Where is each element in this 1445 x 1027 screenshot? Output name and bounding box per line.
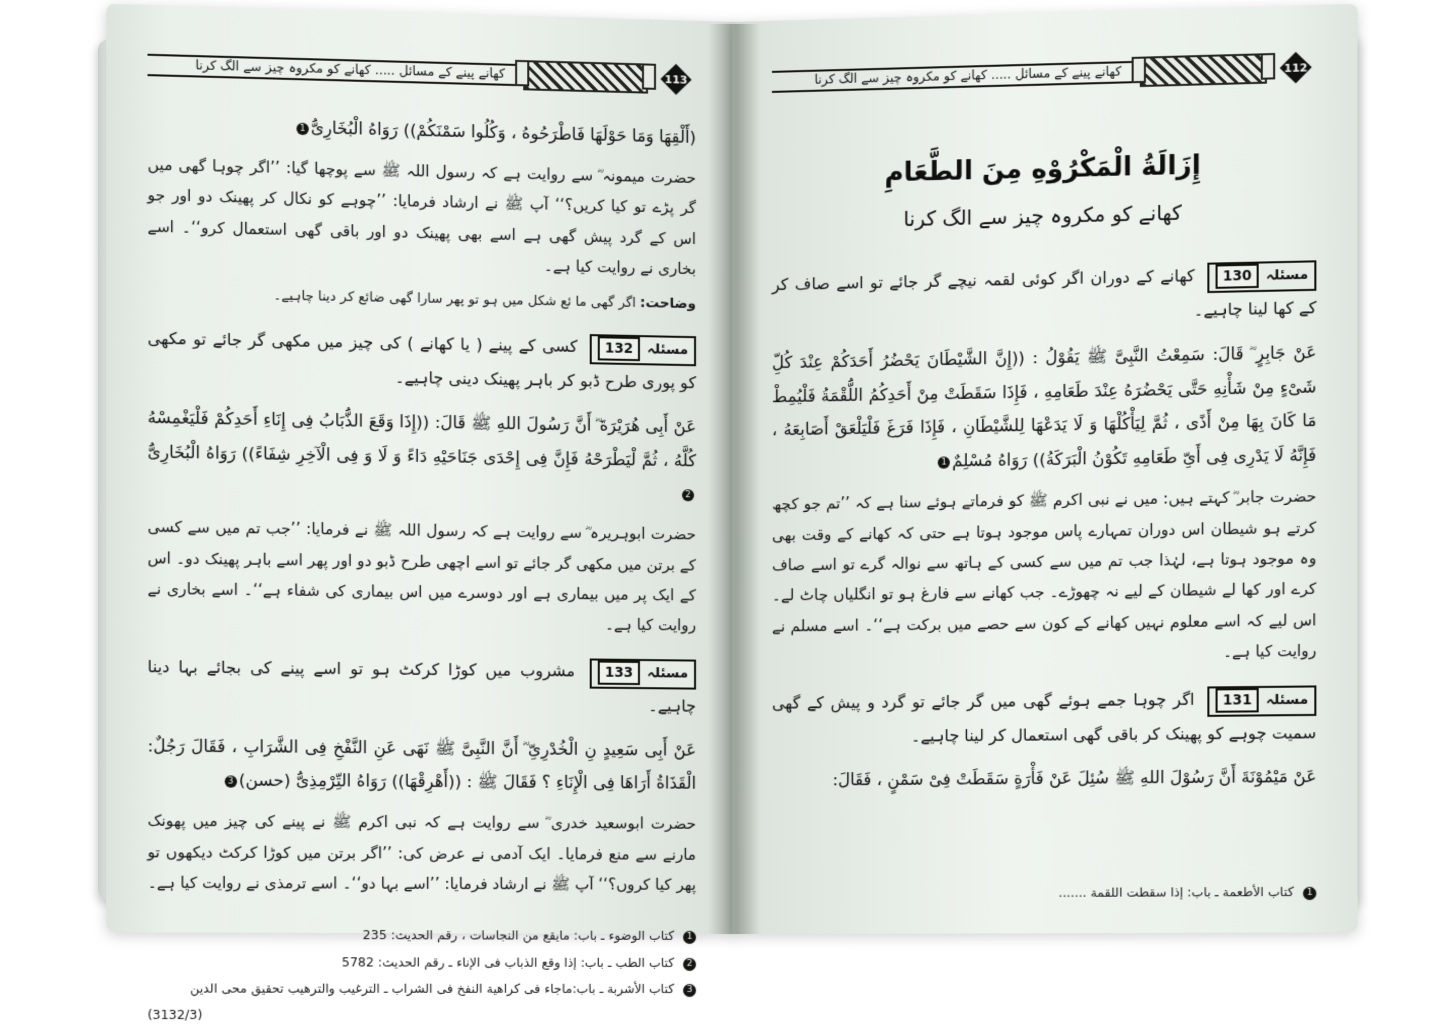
left-tashreeh-block <box>147 281 696 318</box>
masla-130-block <box>772 256 1316 336</box>
hadith-133-grade: (حسن) <box>238 770 291 791</box>
hadith-132-text: عَنْ أَبِى هُرَيْرَةَ ؓ أَنَّ رَسُولَ اللهِ ﷺ قَالَ: ((إِذَا وَقَعَ الذُّبَابُ فِى إِنَاءِ أَحَدِكُمْ فَلْيَغْمِسْهُ كُلَّهُ ، ثُمَّ لْيَطْرَحْهُ فَإِنَّ فِى إِحْدَى جَنَاحَيْهِ دَاءً وَ لَا وَ فِى الْآخِرِ شِفَاءً)) رَوَاهُ الْبُخَارِىُّ <box>147 407 697 470</box>
left-page-folio-number: 113 <box>664 72 688 87</box>
masla-133-label: مسئلہ <box>646 664 689 682</box>
footnote-row <box>772 879 1316 905</box>
masla-131-text: اگر چوہا جمے ہوئے گھی میں گر جائے تو گرد و پیش کے گھی سمیت چوہے کو پھینک کر باقی گھی استعمال کر لینا چاہیے۔ <box>771 689 1317 746</box>
masla-131-block <box>772 681 1316 754</box>
left-paragraph-2: حضرت ابوہریرہ ؓ سے روایت ہے کہ رسول اللہ ﷺ نے فرمایا: ’’جب تم میں سے کسی کے برتن میں مکھی گر جائے تو اسے اچھی طرح ڈبو دو اور پھر اسے باہر پھینک دو۔ اس کے ایک پر میں بیماری ہے اور دوسرے میں اس بیماری کی شفاء ہے‘‘۔ اسے بخاری نے روایت کیا ہے۔ <box>147 517 697 635</box>
masla-133-number: 133 <box>598 660 640 685</box>
footnote-text: کتاب الأشربة ـ باب:ماجاء فى كراهية النفخ فى الشراب ـ الترغیب والترهیب تحقیق محی الدین <box>189 980 675 996</box>
header-rule <box>772 61 1132 93</box>
footnote-mark-icon: 1 <box>1303 887 1316 900</box>
left-page-footnotes <box>147 921 696 1027</box>
masla-132-tag <box>590 334 696 366</box>
footnote-mark-icon: 1 <box>683 931 696 944</box>
footnote-mark-icon: 2 <box>683 958 696 971</box>
left-page-folio <box>656 64 696 95</box>
right-page-running-header <box>772 50 1316 99</box>
left-paragraph-1: حضرت میمونہ ؓ سے روایت ہے کہ رسول اللہ ﷺ سے پوچھا گیا: ’’اگر چوہا گھی میں گر پڑے تو کیا کریں؟‘‘ آپ ﷺ نے ارشاد فرمایا: ’’چوہے کو نکال کر پھینک دو اور جو اس کے گرد پیش گھی ہے اسے بھی پھینک دو اور باقی گھی استعمال کرو‘‘۔ اسے بخاری نے روایت کیا ہے۔ <box>147 155 697 279</box>
masla-133-tag <box>590 658 696 689</box>
masla-130-label: مسئلہ <box>1265 266 1309 284</box>
chapter-title-urdu: کھانے کو مکروہ چیز سے الگ کرنا <box>903 200 1182 232</box>
masla-130-number: 130 <box>1216 264 1259 290</box>
left-page-running-header <box>147 50 696 95</box>
masla-132-block <box>147 321 696 400</box>
left-top-arabic-text: (أَلْقِهَا وَمَا حَوْلَهَا فَاطْرَحُوهُ ، وَكُلُوا سَمْنَكُمْ)) رَوَاهُ الْبُخَارِىُّ <box>310 117 697 147</box>
masla-133-block <box>147 650 696 724</box>
masla-131-number: 131 <box>1216 688 1259 713</box>
masla-132-number: 132 <box>598 336 640 361</box>
footnote-mark-icon: 3 <box>683 984 696 997</box>
masla-130-text: کھانے کے دوران اگر کوئی لقمہ نیچے گر جائے تو اسے صاف کر کے کھا لینا چاہیے۔ <box>771 265 1317 320</box>
left-page-content <box>147 98 696 908</box>
footnote-text: کتاب الأطعمة ـ باب: إذا سقطت اللقمة ....... <box>1058 883 1294 900</box>
hadith-132-arabic <box>147 400 696 511</box>
masla-131-label: مسئلہ <box>1265 691 1309 708</box>
chapter-title-arabic: إِزَالَةُ الْمَكْرُوْهِ مِنَ الطَّعَامِ <box>884 150 1201 189</box>
left-page-header-title: کھانے پینے کے مسائل ..... کھانے کو مکروہ چیز سے الگ کرنا <box>195 57 506 81</box>
right-page-folio <box>1275 52 1316 84</box>
footnote-text: کتاب الوضوء ـ باب: مایقع من النجاسات ، رقم الحدیث: 235 <box>362 927 675 944</box>
footnote-marker-3: 3 <box>225 776 237 788</box>
masla-131-tag <box>1207 685 1316 717</box>
hadith-133-text: عَنْ أَبِى سَعِيدٍ نِ الْخُدْرِىِّ ؓ أَنَّ النَّبِىَّ ﷺ نَهَى عَنِ النَّفْخِ فِى الشَّرَابِ ، فَقَالَ رَجُلٌ: الْقَذَاةُ أَرَاهَا فِى الْإِنَاءِ ؟ فَقَالَ ﷺ : ((أَهْرِقْهَا)) رَوَاهُ التِّرْمِذِىُّ <box>147 735 697 794</box>
right-paragraph-1: حضرت جابر ؓ کہتے ہیں: میں نے نبی اکرم ﷺ کو فرماتے ہوئے سنا ہے کہ ’’تم جو کچھ کرتے ہو شیطان اس دوران تمہارے پاس موجود ہوتا ہے حتی کہ کھانے کے وقت بھی وہ موجود ہوتا ہے، لہٰذا جب تم میں سے کسی کے ہاتھ سے نوالہ گرے تو اسے صاف کرے اور کھا لے شیطان کے لیے نہ چھوڑے۔ جب کھانے سے فارغ ہو تو انگلیاں چاٹ لے۔ اس لیے کہ اسے معلوم نہیں کھانے کے کون سے حصے میں برکت ہے‘‘۔ اسے مسلم نے روایت کیا ہے۔ <box>771 487 1317 662</box>
header-rule <box>147 54 515 86</box>
right-page <box>732 4 1358 934</box>
right-page-content <box>772 103 1316 866</box>
footnote-row <box>147 923 696 949</box>
header-ornament-icon <box>523 60 648 94</box>
hadith-131-arabic: عَنْ مَيْمُوْنَةَ أَنَّ رَسُوْلَ اللهِ ﷺ سُئِلَ عَنْ فَأْرَةٍ سَقَطَتْ فِىْ سَمْنٍ ، فَقَالَ: <box>832 767 1317 790</box>
masla-133-text: مشروب میں کوڑا کرکٹ ہو تو اسے پینے کی بجائے بہا دینا چاہیے۔ <box>147 656 697 716</box>
footnote-page-reference: (3132/3) <box>147 1006 203 1023</box>
masla-130-tag <box>1207 260 1316 293</box>
right-page-header-title: کھانے پینے کے مسائل ..... کھانے کو مکروہ چیز سے الگ کرنا <box>814 63 1122 87</box>
footnote-row <box>147 949 696 974</box>
hadith-130-text: عَنْ جَابِرٍ ؓ قَالَ: سَمِعْتُ النَّبِىَّ ﷺ يَقُوْلُ : ((إِنَّ الشَّيْطَانَ يَحْضُرُ أَحَدَكُمْ عِنْدَ كُلِّ شَىْءٍ مِنْ شَأْنِهِ حَتَّى يَحْضُرَهُ عِنْدَ طَعَامِهِ ، فَإِذَا سَقَطَتْ مِنْ أَحَدِكُمُ اللُّقْمَةُ فَلْيُمِطْ مَا كَانَ بِهَا مِنْ أَذًى ، ثُمَّ لِيَأْكُلْهَا وَ لَا يَدَعْهَا لِلشَّيْطَانِ ، فَإِذَا فَرَغَ فَلْيَلْعَقْ أَصَابِعَهُ ، فَإِنَّهُ لَا يَدْرِى فِى أَىِّ طَعَامِهِ تَكُوْنُ الْبَرَكَةُ)) رَوَاهُ مُسْلِمٌ <box>771 342 1317 471</box>
footnote-row <box>147 976 696 1001</box>
right-page-folio-number: 112 <box>1283 60 1308 75</box>
footnote-text: کتاب الطب ـ باب: إذا وقع الذباب فى الإناء ـ رقم الحدیث: 5782 <box>341 953 675 970</box>
left-page <box>106 4 736 1023</box>
hadith-133-arabic <box>147 729 696 801</box>
footnote-marker-2: 2 <box>682 489 694 501</box>
open-book <box>96 6 1358 1023</box>
masla-132-text: کسی کے پینے ( یا کھانے ) کی چیز میں مکھی گر جائے تو مکھی کو پوری طرح ڈبو کر باہر پھینک دینی چاہیے۔ <box>147 328 697 393</box>
hadith-130-arabic <box>772 335 1316 481</box>
footnote-marker-1: 1 <box>296 123 308 135</box>
left-top-arabic-hadith <box>147 107 696 155</box>
tashreeh-label: وضاحت: <box>640 295 697 313</box>
right-page-footnotes <box>772 877 1316 907</box>
left-paragraph-3: حضرت ابوسعید خدری ؓ سے روایت ہے کہ نبی اکرم ﷺ نے پینے کی چیز میں پھونک مارنے سے منع فرمایا۔ ایک آدمی نے عرض کی: ’’اگر برتن میں کوڑا کرکٹ دیکھوں تو پھر کیا کروں؟‘‘ آپ ﷺ نے ارشاد فرمایا: ’’اسے بہا دو‘‘۔ اسے ترمذی نے روایت کیا ہے۔ <box>147 811 697 894</box>
masla-132-label: مسئلہ <box>646 341 689 358</box>
header-ornament-icon <box>1140 53 1267 87</box>
tashreeh-text: اگر گھی ما ئع شکل میں ہو تو پھر سارا گھی ضائع کر دینا چاہیے۔ <box>273 288 636 312</box>
footnote-marker-1: 1 <box>938 457 950 469</box>
